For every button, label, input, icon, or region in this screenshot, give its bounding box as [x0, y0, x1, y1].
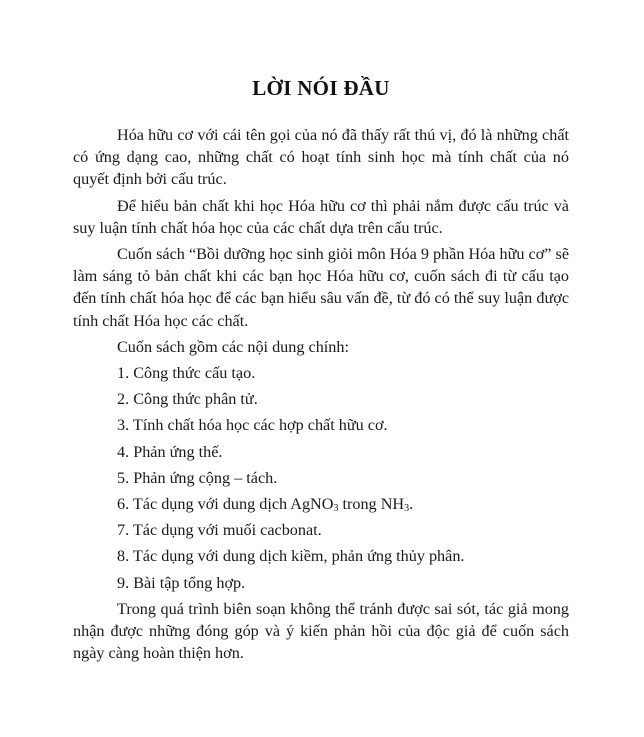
list-item-text: .: [409, 495, 414, 514]
list-item: 7. Tác dụng với muối cacbonat.: [117, 521, 322, 540]
subscript: 3: [333, 503, 339, 515]
paragraph-contents-heading: Cuốn sách gồm các nội dung chính:: [117, 337, 349, 356]
list-item: 4. Phản ứng thế.: [117, 442, 223, 461]
paragraph-closing: Trong quá trình biên soạn không thể tránh được sai sót, tác giả mong nhận được những đóng góp và ý kiến phản hồi của độc giả để cuốn sách ngày càng hoàn thiện hơn.: [73, 599, 569, 663]
list-item: 1. Công thức cấu tạo.: [117, 364, 256, 383]
document-body: [73, 124, 569, 668]
paragraph-book-description: Cuốn sách “Bồi dưỡng học sinh giỏi môn Hóa 9 phần Hóa hữu cơ” sẽ làm sáng tỏ bản chất khi các bạn học Hóa hữu cơ, cuốn sách đi từ cấu tạo đến tính chất hóa học để các bạn hiểu sâu vấn đề, từ đó có thể suy luận được tính chất Hóa học các chất.: [73, 245, 569, 330]
list-item: 8. Tác dụng với dung dịch kiềm, phản ứng thủy phân.: [117, 547, 465, 566]
list-item-text: trong NH: [338, 495, 405, 514]
subscript: 3: [404, 503, 410, 515]
list-item: 2. Công thức phân tử.: [117, 390, 258, 409]
paragraph-understanding: Để hiểu bản chất khi học Hóa hữu cơ thì phải nắm được cấu trúc và suy luận tính chất hóa học của các chất dựa trên cấu trúc.: [73, 196, 569, 237]
paragraph-intro: Hóa hữu cơ với cái tên gọi của nó đã thấy rất thú vị, đó là những chất có ứng dạng cao, những chất có hoạt tính sinh học mà tính chất của nó quyết định bởi cấu trúc.: [73, 126, 569, 189]
list-item-text: 6. Tác dụng với dung dịch AgNO: [117, 495, 334, 514]
page-title: LỜI NÓI ĐẦU: [252, 76, 390, 100]
list-item: 5. Phản ứng cộng – tách.: [117, 468, 278, 487]
list-item: 3. Tính chất hóa học các hợp chất hữu cơ.: [117, 416, 388, 435]
list-item: [73, 493, 569, 515]
list-item: 9. Bài tập tổng hợp.: [117, 573, 246, 592]
